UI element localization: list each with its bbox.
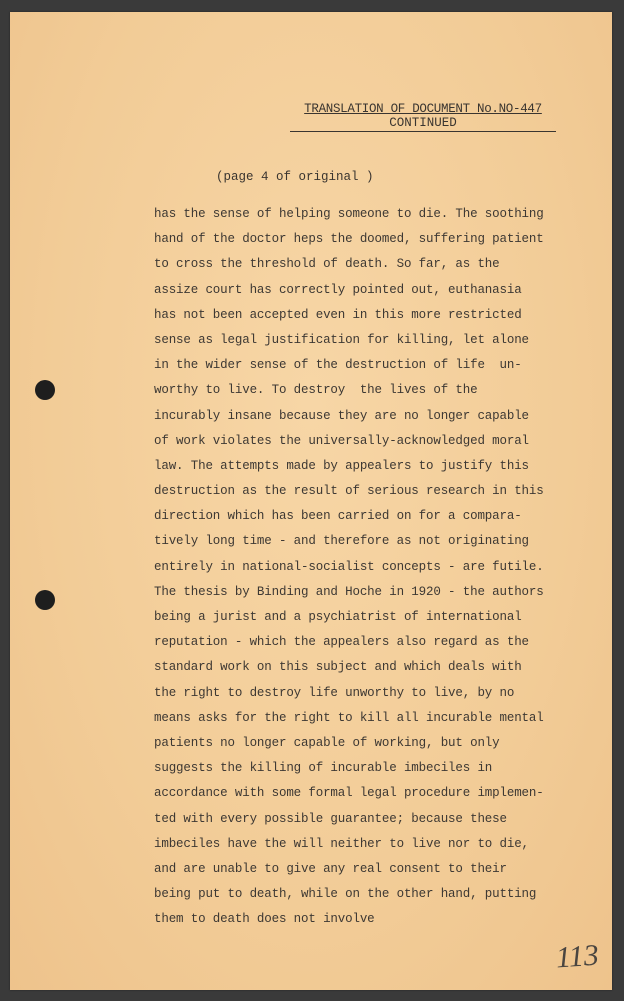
text-line: patients no longer capable of working, but only: [154, 735, 500, 750]
text-line: sense as legal justification for killing, let alone: [154, 332, 529, 347]
text-line: direction which has been carried on for a compara-: [154, 509, 522, 524]
text-line: them to death does not involve: [154, 912, 375, 927]
text-line: worthy to live. To destroy the lives of the: [154, 383, 478, 398]
punch-hole: [35, 380, 55, 400]
text-line: accordance with some formal legal procedure implemen-: [154, 786, 544, 801]
text-line: being a jurist and a psychiatrist of international: [154, 610, 522, 624]
text-line: entirely in national-socialist concepts - are futile.: [154, 559, 544, 574]
text-line: reputation - which the appealers also regard as the: [154, 635, 529, 650]
text-line: law. The attempts made by appealers to justify this: [154, 458, 529, 473]
text-line: of work violates the universally-acknowledged moral: [154, 433, 529, 448]
header-continued: CONTINUED: [290, 116, 556, 132]
text-line: The thesis by Binding and Hoche in 1920 - the authors: [154, 584, 544, 599]
text-line: incurably insane because they are no longer capable: [154, 408, 529, 423]
header-title: TRANSLATION OF DOCUMENT No.NO-447: [304, 102, 542, 116]
text-line: ted with every possible guarantee; because these: [154, 811, 507, 826]
punch-hole: [35, 590, 55, 610]
folio-number: 113: [554, 938, 600, 975]
text-line: hand of the doctor heps the doomed, suffering patient: [154, 232, 544, 247]
text-line: has the sense of helping someone to die. The soothing: [154, 207, 544, 221]
text-line: to cross the threshold of death. So far, as the: [154, 257, 500, 272]
text-line: imbeciles have the will neither to live nor to die,: [154, 836, 529, 851]
text-line: means asks for the right to kill all incurable mental: [154, 710, 544, 725]
page-reference: (page 4 of original ): [216, 170, 374, 184]
text-line: standard work on this subject and which deals with: [154, 660, 522, 675]
text-line: the right to destroy life unworthy to live, by no: [154, 685, 515, 700]
text-line: destruction as the result of serious research in this: [154, 484, 544, 499]
body-text: [154, 206, 574, 936]
text-line: being put to death, while on the other hand, putting: [154, 887, 537, 902]
text-line: has not been accepted even in this more restricted: [154, 307, 522, 322]
text-line: in the wider sense of the destruction of life un-: [154, 358, 522, 373]
text-line: suggests the killing of incurable imbeciles in: [154, 761, 493, 776]
document-header: [290, 102, 556, 132]
text-line: tively long time - and therefore as not originating: [154, 534, 529, 549]
text-line: assize court has correctly pointed out, euthanasia: [154, 282, 522, 297]
text-line: and are unable to give any real consent to their: [154, 861, 507, 876]
